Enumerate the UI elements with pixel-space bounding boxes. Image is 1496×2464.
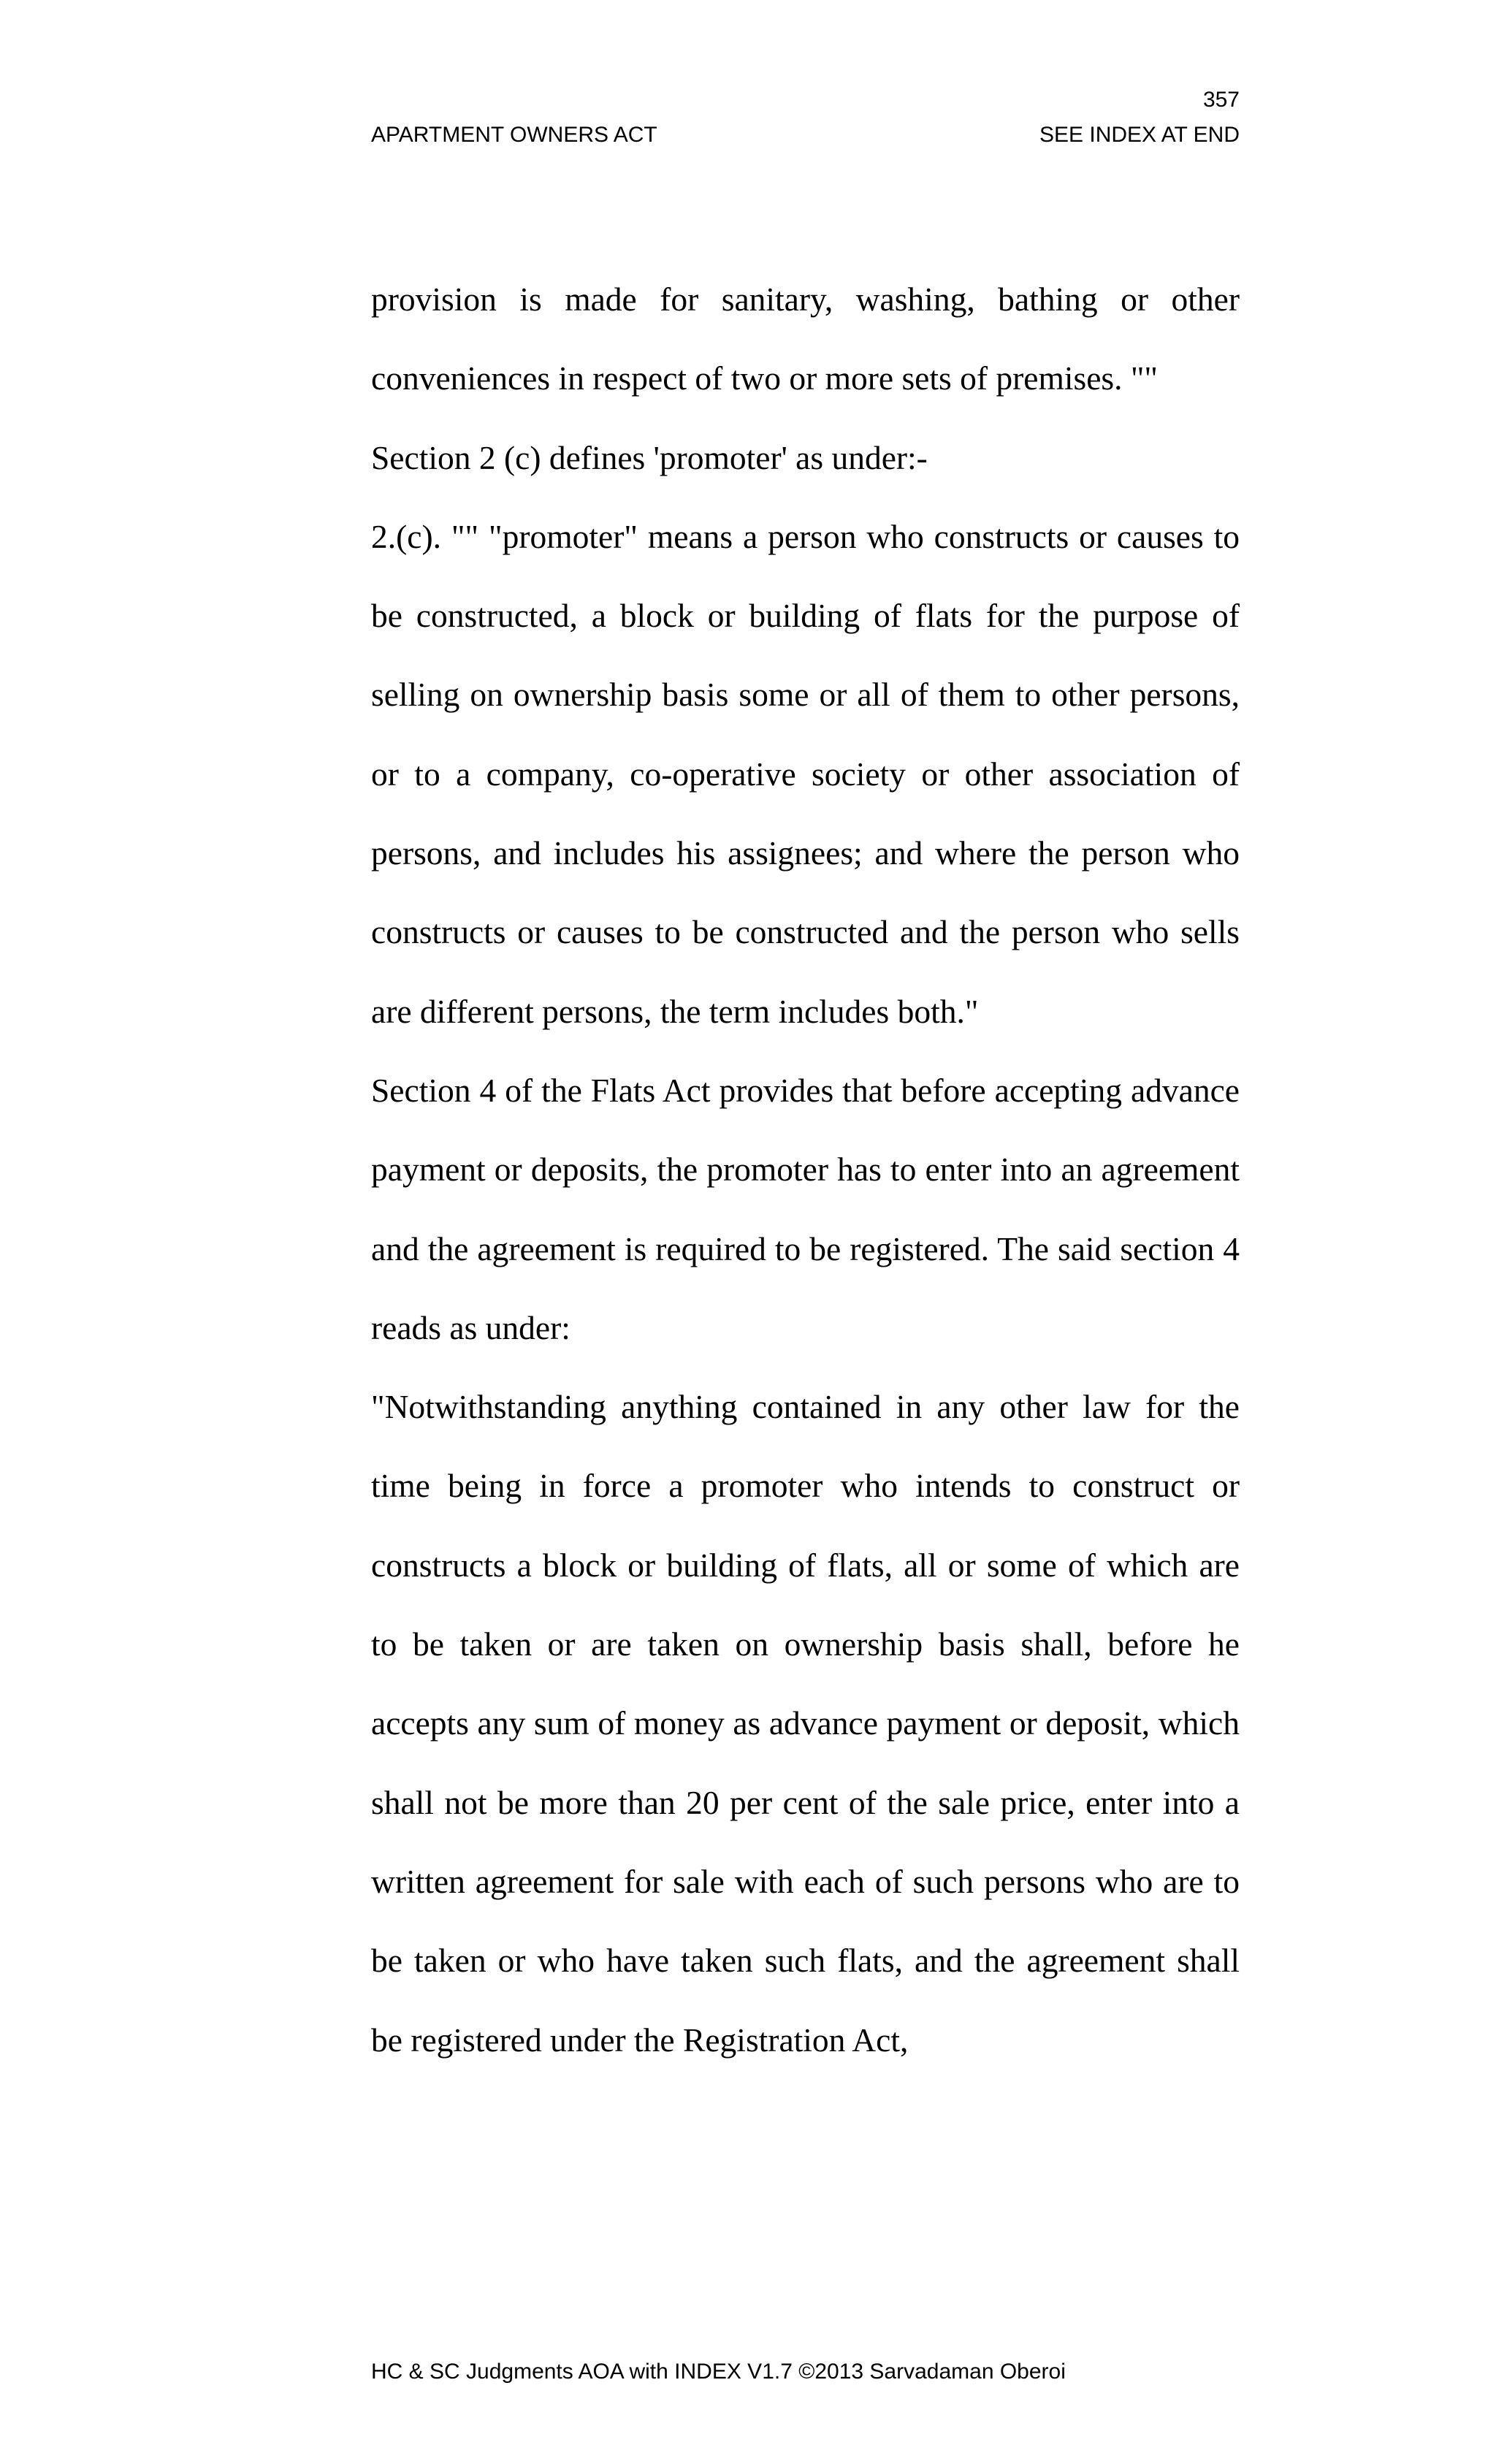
running-header: [371, 124, 1240, 146]
page-footer: HC & SC Judgments AOA with INDEX V1.7 ©2013 Sarvadaman Oberoi: [371, 2360, 1066, 2384]
header-index-note: SEE INDEX AT END: [1039, 123, 1240, 147]
paragraph: Section 2 (c) defines 'promoter' as under:-: [371, 438, 928, 476]
document-body: [371, 260, 1240, 2080]
paragraph: "Notwithstanding anything contained in any other law for the time being in force a promoter who intends to construct or constructs a block or building of flats, all or some of which are to be taken or are taken on ownership basis shall, before he accepts any sum of money as advance payment or deposit, which shall not be more than 20 per cent of the sale price, enter into a written agreement for sale with each of such persons who are to be taken or who have taken such flats, and the agreement shall be registered under the Registration Act,: [371, 1388, 1240, 2059]
paragraph: provision is made for sanitary, washing, bathing or other conveniences in respect of two or more sets of premises. "": [371, 281, 1240, 397]
header-title: APARTMENT OWNERS ACT: [371, 123, 657, 147]
paragraph: Section 4 of the Flats Act provides that before accepting advance payment or deposits, the promoter has to enter into an agreement and the agreement is required to be registered. The said section 4 reads as under:: [371, 1071, 1240, 1346]
paragraph: 2.(c). "" "promoter" means a person who constructs or causes to be constructed, a block or building of flats for the purpose of selling on ownership basis some or all of them to other persons, or to a company, co-operative society or other association of persons, and includes his assignees; and where the person who constructs or causes to be constructed and the person who sells are different persons, the term includes both.": [371, 517, 1240, 1030]
page-number: 357: [1202, 88, 1240, 112]
